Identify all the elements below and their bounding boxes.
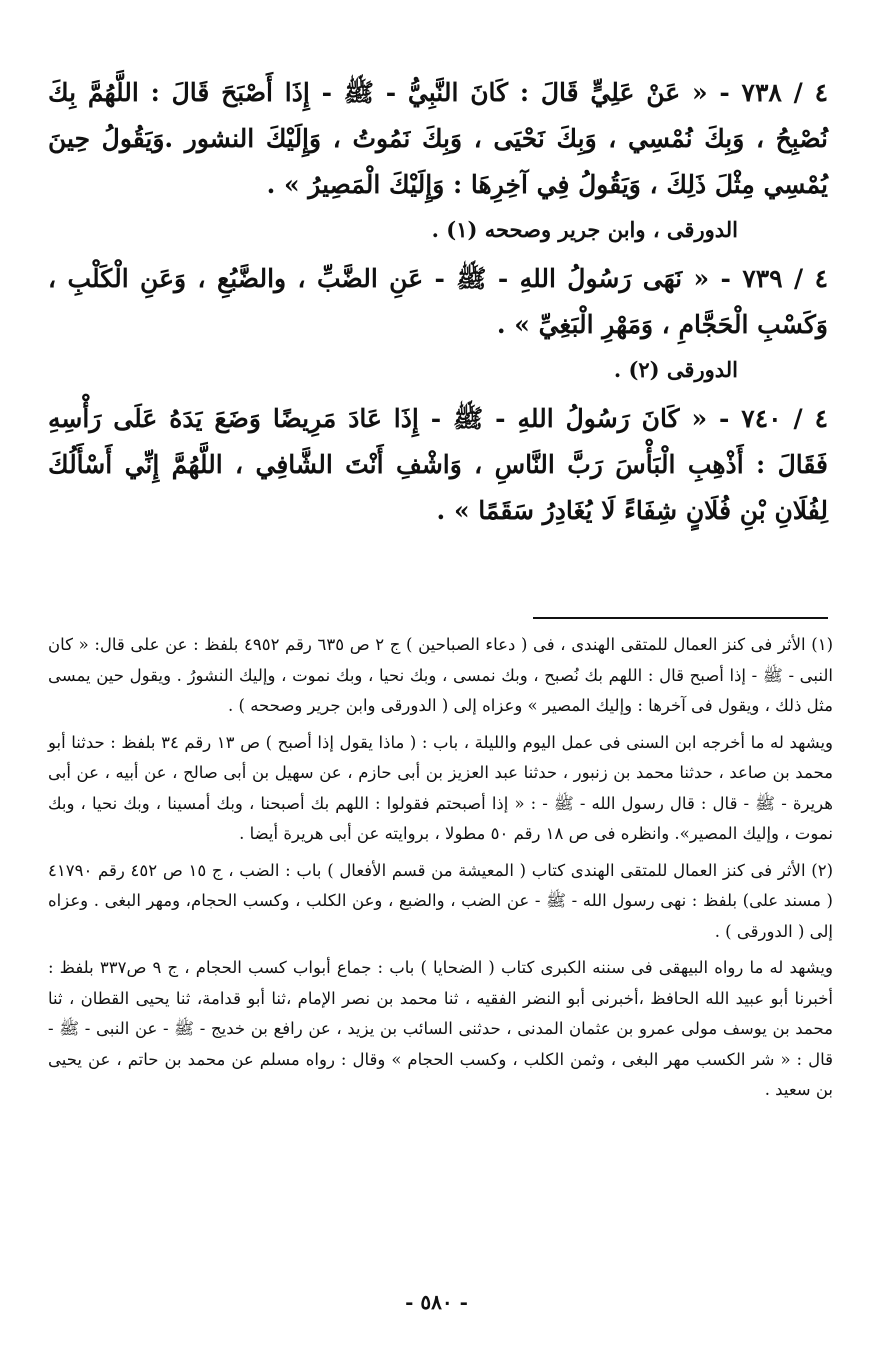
- footnote-2: (٢) الأثر فى كنز العمال للمتقى الهندى كتاب ( المعيشة من قسم الأفعال ) باب : الضب ، ج ١٥ ص ٤٥٢ رقم ٤١٧٩٠ ( مسند على) بلفظ : نهى رسول الله - ﷺ - عن الضب ، والضبع ، وعن الكلب ، وكسب الحجام، ومهر البغى . وعزاه إلى ( الدورقى ) .: [48, 860, 833, 941]
- page-number: - ٥٨٠ -: [405, 1290, 468, 1314]
- main-text: [48, 70, 828, 534]
- footnote-2-witness: ويشهد له ما رواه البيهقى فى سننه الكبرى كتاب ( الضحايا ) باب : جماع أبواب كسب الحجام ، ج ٩ ص٣٣٧ بلفظ : أخبرنا أبو عبيد الله الحافظ ،أخبرنى أبو النضر الفقيه ، ثنا محمد بن نصر الإمام ،ثنا أبو قدامة، ثنا يحيى القطان ، ثنا محمد بن يوسف مولى عمرو بن عثمان المدنى ، حدثنى السائب بن يزيد ، عن رافع بن خديج - ﷺ - عن النبى - ﷺ - قال : « شر الكسب مهر البغى ، وثمن الكلب ، وكسب الحجام » وقال : رواه مسلم عن محمد بن حاتم ، عن يحيى بن سعيد .: [48, 958, 833, 1099]
- footnotes: [48, 630, 833, 1112]
- hadith-739: ٤ / ٧٣٩ - « نَهَى رَسُولُ اللهِ - ﷺ - عَنِ الضَّبِّ ، والضَّبُعِ ، وَعَنِ الْكَلْبِ ، وَكَسْبِ الْحَجَّامِ ، وَمَهْرِ الْبَغِيِّ » .: [48, 264, 828, 339]
- footnote-1: (١) الأثر فى كنز العمال للمتقى الهندى ، فى ( دعاء الصباحين ) ج ٢ ص ٦٣٥ رقم ٤٩٥٢ بلفظ : عن على قال: « كان النبى - ﷺ - إذا أصبح قال : اللهم بك نُصبح ، وبك نمسى ، وبك نحيا ، وبك نموت ، وإليك النشورُ . ويقول حين يمسى مثل ذلك ، ويقول فى آخرها : وإليك المصير » وعزاه إلى ( الدورقى وابن جرير وصححه ) .: [48, 635, 833, 715]
- hadith-739-source: الدورقى (٢) .: [613, 357, 738, 382]
- footnote-1-witness: ويشهد له ما أخرجه ابن السنى فى عمل اليوم والليلة ، باب : ( ماذا يقول إذا أصبح ) ص ١٣ رقم ٣٤ بلفظ : حدثنا أبو محمد بن صاعد ، حدثنا محمد بن زنبور ، حدثنا عبد العزيز بن أبى حازم ، عن سهيل بن أبى صالح ، عن أبيه ، عن أبى هريرة - ﷺ - قال : قال رسول الله - ﷺ - : « إذا أصبحتم فقولوا : اللهم بك أصبحنا ، وبك أمسينا ، وبك نحيا ، وبك نموت ، وإليك المصير». وانظره فى ص ١٨ رقم ٥٠ مطولا ، بروايته عن أبى هريرة أيضا .: [48, 732, 834, 843]
- hadith-740: ٤ / ٧٤٠ - « كَانَ رَسُولُ اللهِ - ﷺ - إِذَا عَادَ مَرِيضًا وَضَعَ يَدَهُ عَلَى رَأْسِهِ فَقَالَ : أَذْهِبِ الْبَأْسَ رَبَّ النَّاسِ ، وَاشْفِ أَنْتَ الشَّافِي ، اللَّهُمَّ إِنِّي أَسْأَلُكَ لِفُلَانِ بْنِ فُلَانٍ شِفَاءً لَا يُغَادِرُ سَقَمًا » .: [48, 404, 829, 525]
- hadith-738-source: الدورقى ، وابن جرير وصححه (١) .: [431, 217, 738, 242]
- hadith-738: ٤ / ٧٣٨ - « عَنْ عَلِيٍّ قَالَ : كَانَ النَّبِيُّ - ﷺ - إِذَا أَصْبَحَ قَالَ : اللَّهُمَّ بِكَ نُصْبِحُ ، وَبِكَ نُمْسِي ، وَبِكَ نَحْيَى ، وَبِكَ نَمُوتُ ، وَإِلَيْكَ النشور .وَيَقُولُ حِينَ يُمْسِي مِثْلَ ذَلِكَ ، وَيَقُولُ فِي آخِرِهَا : وَإِلَيْكَ الْمَصِيرُ » .: [48, 78, 828, 199]
- footnote-divider: [533, 617, 828, 619]
